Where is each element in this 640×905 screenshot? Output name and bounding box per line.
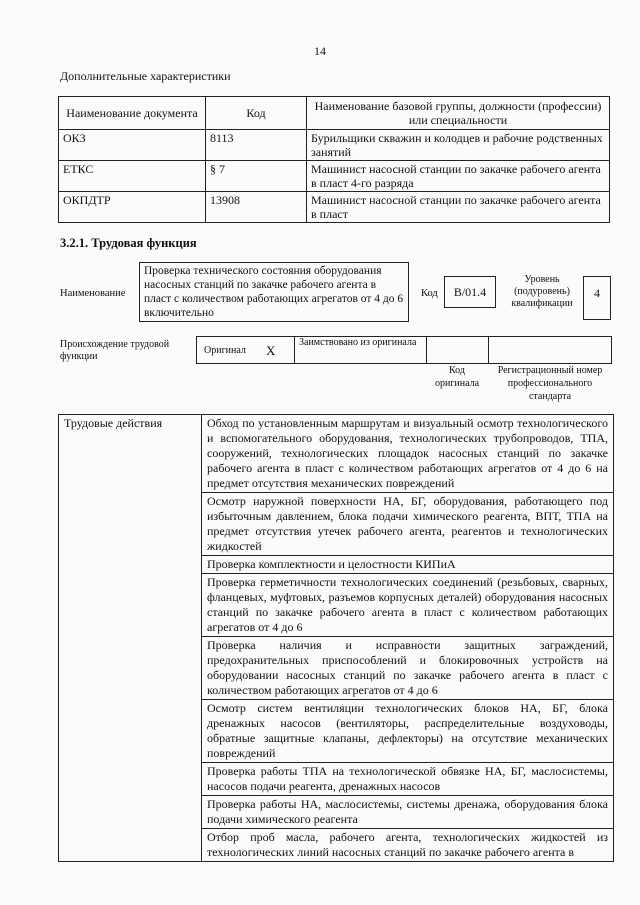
section-title-function: 3.2.1. Трудовая функция [60,236,197,250]
table-row [59,415,614,493]
code-label: Код [421,288,438,299]
borrowed-label: Заимствовано из оригинала [299,337,417,348]
level-label: Уровень (подуровень) квалификации [511,274,573,309]
list-item: Осмотр наружной поверхности НА, БГ, оборудования, работающего под избыточным давлением, блока подачи химического реагента, ВПТ, ТПА на предмет отсутствия утечек рабочего агента, реагентов и технологических жидкостей [202,493,614,556]
list-item: Проверка комплектности и целостности КИПиА [202,556,614,574]
table-row [59,161,610,192]
table-cell: ОКЗ [59,130,206,161]
table-cell: ЕТКС [59,161,206,192]
page-number: 14 [314,44,326,58]
table-cell: Машинист насосной станции по закачке рабочего агента в пласт [307,192,610,223]
original-label: Оригинал [204,345,246,356]
table-cell: 8113 [206,130,307,161]
table-cell: Бурильщики скважин и колодцев и рабочие родственных занятий [307,130,610,161]
table-cell: 13908 [206,192,307,223]
divider [488,336,489,364]
table-cell: § 7 [206,161,307,192]
origin-label: Происхождение трудовой функции [60,339,170,362]
column-header: Наименование документа [59,97,206,130]
section-title-additional: Дополнительные характеристики [60,69,231,83]
list-item: Проверка герметичности технологических соединений (резьбовых, сварных, фланцевых, муфтовых, разъемов корпусных деталей) оборудования насосных станций по закачке рабочего агента в пласт с количеством работающих агрегатов от 4 до 6 [202,574,614,637]
list-item: Отбор проб масла, рабочего агента, технологических жидкостей из технологических линий насосных станций по закачке рабочего агента в [202,829,614,862]
code-value: В/01.4 [444,276,496,308]
actions-label: Трудовые действия [59,415,202,862]
table-cell: ОКПДТР [59,192,206,223]
name-label: Наименование [60,288,126,299]
reg-number-label: Регистрационный номер профессионального стандарта [497,365,603,402]
labor-actions-table [58,414,614,862]
table-cell: Машинист насосной станции по закачке рабочего агента в пласт 4-го разряда [307,161,610,192]
function-name-value: Проверка технического состояния оборудования насосных станций по закачке рабочего агента в пласт с количеством работающих агрегатов от 4 до 6 включительно [139,262,409,322]
divider [426,336,427,364]
list-item: Осмотр систем вентиляции технологических блоков НА, БГ, блока дренажных насосов (вентиляторы, распределительные воздуховоды, обратные защитные клапаны, дефлекторы) на отсутствие механических повреждений [202,700,614,763]
additional-characteristics-table [58,96,610,223]
list-item: Обход по установленным маршрутам и визуальный осмотр технологического и вспомогательного оборудования, технологических трубопроводов, ТПА, сооружений, технологических площадок насосных станций по закачке рабочего агента в пласт с количеством работающих агрегатов от 4 до 6 на предмет отсутствия механических повреждений [202,415,614,493]
table-row [59,192,610,223]
list-item: Проверка работы НА, маслосистемы, системы дренажа, оборудования блока подачи химического реагента [202,796,614,829]
origin-code-label: Код оригинала [434,365,480,389]
divider [294,336,295,364]
table-row [59,130,610,161]
original-mark: X [266,343,276,358]
column-header: Код [206,97,307,130]
column-header: Наименование базовой группы, должности (профессии) или специальности [307,97,610,130]
table-header-row [59,97,610,130]
list-item: Проверка работы ТПА на технологической обвязке НА, БГ, маслосистемы, насосов подачи реагента, дренажных насосов [202,763,614,796]
level-value: 4 [583,276,611,320]
list-item: Проверка наличия и исправности защитных заграждений, предохранительных приспособлений и блокировочных устройств на оборудовании насосных станций по закачке рабочего агента в пласт с количеством работающих агрегатов от 4 до 6 [202,637,614,700]
